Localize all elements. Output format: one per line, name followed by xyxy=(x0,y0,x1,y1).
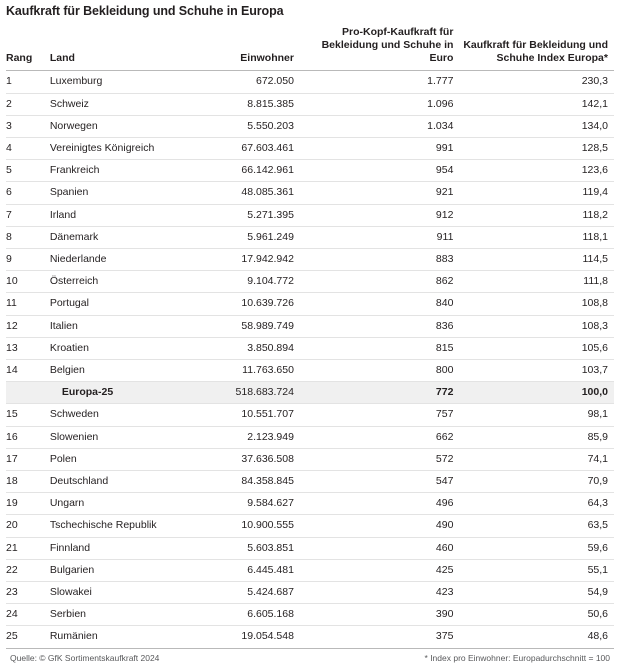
cell-country: Dänemark xyxy=(50,226,200,248)
column-header-index: Kaufkraft für Bekleidung und Schuhe Index Europa* xyxy=(459,26,614,71)
cell-rank: 5 xyxy=(6,160,50,182)
cell-index: 105,6 xyxy=(459,337,614,359)
cell-country: Portugal xyxy=(50,293,200,315)
cell-country: Ungarn xyxy=(50,493,200,515)
cell-population: 19.054.548 xyxy=(200,626,300,648)
table-row xyxy=(6,360,614,382)
cell-per-capita: 496 xyxy=(300,493,459,515)
table-row xyxy=(6,249,614,271)
cell-per-capita: 662 xyxy=(300,426,459,448)
cell-rank: 24 xyxy=(6,604,50,626)
cell-population: 10.900.555 xyxy=(200,515,300,537)
cell-index: 54,9 xyxy=(459,582,614,604)
cell-country: Spanien xyxy=(50,182,200,204)
cell-population: 5.271.395 xyxy=(200,204,300,226)
cell-country: Bulgarien xyxy=(50,559,200,581)
cell-rank: 18 xyxy=(6,471,50,493)
cell-rank: 2 xyxy=(6,93,50,115)
cell-per-capita: 772 xyxy=(300,382,459,404)
cell-population: 9.104.772 xyxy=(200,271,300,293)
table-row xyxy=(6,559,614,581)
header-row xyxy=(6,26,614,71)
cell-population: 11.763.650 xyxy=(200,360,300,382)
cell-rank: 19 xyxy=(6,493,50,515)
cell-country: Österreich xyxy=(50,271,200,293)
cell-index: 134,0 xyxy=(459,115,614,137)
table-row xyxy=(6,426,614,448)
cell-country: Frankreich xyxy=(50,160,200,182)
cell-per-capita: 911 xyxy=(300,226,459,248)
table-row xyxy=(6,448,614,470)
cell-per-capita: 912 xyxy=(300,204,459,226)
cell-country: Tschechische Republik xyxy=(50,515,200,537)
cell-index: 100,0 xyxy=(459,382,614,404)
cell-country: Luxemburg xyxy=(50,71,200,93)
table-row xyxy=(6,604,614,626)
cell-per-capita: 991 xyxy=(300,137,459,159)
cell-country: Italien xyxy=(50,315,200,337)
cell-per-capita: 883 xyxy=(300,249,459,271)
page-title: Kaufkraft für Bekleidung und Schuhe in Europa xyxy=(6,4,284,18)
cell-rank: 4 xyxy=(6,137,50,159)
table-row xyxy=(6,404,614,426)
cell-index: 98,1 xyxy=(459,404,614,426)
cell-rank: 10 xyxy=(6,271,50,293)
cell-index: 118,2 xyxy=(459,204,614,226)
cell-population: 10.551.707 xyxy=(200,404,300,426)
column-header-population: Einwohner xyxy=(200,26,300,71)
cell-per-capita: 547 xyxy=(300,471,459,493)
cell-rank: 13 xyxy=(6,337,50,359)
table-row xyxy=(6,204,614,226)
table-row xyxy=(6,626,614,648)
cell-index: 70,9 xyxy=(459,471,614,493)
cell-per-capita: 757 xyxy=(300,404,459,426)
cell-population: 9.584.627 xyxy=(200,493,300,515)
cell-rank: 20 xyxy=(6,515,50,537)
cell-country: Irland xyxy=(50,204,200,226)
cell-country: Norwegen xyxy=(50,115,200,137)
cell-rank: 17 xyxy=(6,448,50,470)
cell-index: 114,5 xyxy=(459,249,614,271)
cell-index: 50,6 xyxy=(459,604,614,626)
table-header xyxy=(6,26,614,71)
cell-country: Slowenien xyxy=(50,426,200,448)
cell-population: 8.815.385 xyxy=(200,93,300,115)
table-row xyxy=(6,71,614,93)
table-row xyxy=(6,160,614,182)
table-row xyxy=(6,226,614,248)
cell-population: 5.961.249 xyxy=(200,226,300,248)
table-row xyxy=(6,382,614,404)
table-row xyxy=(6,337,614,359)
cell-rank: 12 xyxy=(6,315,50,337)
cell-per-capita: 921 xyxy=(300,182,459,204)
table-row xyxy=(6,115,614,137)
cell-population: 2.123.949 xyxy=(200,426,300,448)
table-row xyxy=(6,493,614,515)
cell-population: 672.050 xyxy=(200,71,300,93)
table-row xyxy=(6,293,614,315)
table-row xyxy=(6,93,614,115)
cell-population: 5.424.687 xyxy=(200,582,300,604)
cell-rank: 7 xyxy=(6,204,50,226)
cell-population: 67.603.461 xyxy=(200,137,300,159)
cell-index: 118,1 xyxy=(459,226,614,248)
source-note: Quelle: © GfK Sortimentskaufkraft 2024 xyxy=(10,652,160,663)
cell-per-capita: 1.034 xyxy=(300,115,459,137)
cell-per-capita: 954 xyxy=(300,160,459,182)
cell-index: 48,6 xyxy=(459,626,614,648)
cell-rank: 8 xyxy=(6,226,50,248)
cell-per-capita: 1.777 xyxy=(300,71,459,93)
cell-population: 37.636.508 xyxy=(200,448,300,470)
cell-country: Rumänien xyxy=(50,626,200,648)
cell-rank: 15 xyxy=(6,404,50,426)
cell-index: 128,5 xyxy=(459,137,614,159)
cell-index: 59,6 xyxy=(459,537,614,559)
cell-population: 518.683.724 xyxy=(200,382,300,404)
table-row xyxy=(6,182,614,204)
cell-country: Niederlande xyxy=(50,249,200,271)
cell-per-capita: 862 xyxy=(300,271,459,293)
cell-population: 6.605.168 xyxy=(200,604,300,626)
cell-population: 17.942.942 xyxy=(200,249,300,271)
column-header-country: Land xyxy=(50,26,200,71)
cell-rank: 9 xyxy=(6,249,50,271)
cell-rank: 6 xyxy=(6,182,50,204)
purchasing-power-table xyxy=(6,26,614,649)
cell-per-capita: 815 xyxy=(300,337,459,359)
table-row xyxy=(6,515,614,537)
cell-country: Deutschland xyxy=(50,471,200,493)
cell-population: 5.550.203 xyxy=(200,115,300,137)
table-row xyxy=(6,271,614,293)
cell-country: Finnland xyxy=(50,537,200,559)
cell-per-capita: 390 xyxy=(300,604,459,626)
cell-country: Serbien xyxy=(50,604,200,626)
cell-population: 5.603.851 xyxy=(200,537,300,559)
cell-population: 3.850.894 xyxy=(200,337,300,359)
cell-index: 108,8 xyxy=(459,293,614,315)
cell-rank: 23 xyxy=(6,582,50,604)
cell-population: 84.358.845 xyxy=(200,471,300,493)
table-row xyxy=(6,137,614,159)
cell-country: Polen xyxy=(50,448,200,470)
cell-index: 119,4 xyxy=(459,182,614,204)
index-note: * Index pro Einwohner: Europadurchschnitt = 100 xyxy=(424,652,610,663)
cell-per-capita: 490 xyxy=(300,515,459,537)
cell-country: Belgien xyxy=(50,360,200,382)
cell-per-capita: 423 xyxy=(300,582,459,604)
cell-rank: 22 xyxy=(6,559,50,581)
cell-per-capita: 836 xyxy=(300,315,459,337)
cell-rank: 3 xyxy=(6,115,50,137)
cell-rank: 14 xyxy=(6,360,50,382)
cell-per-capita: 572 xyxy=(300,448,459,470)
cell-rank: 25 xyxy=(6,626,50,648)
cell-country: Slowakei xyxy=(50,582,200,604)
table-row xyxy=(6,471,614,493)
cell-index: 103,7 xyxy=(459,360,614,382)
table-row xyxy=(6,537,614,559)
cell-index: 64,3 xyxy=(459,493,614,515)
table-row xyxy=(6,315,614,337)
cell-population: 48.085.361 xyxy=(200,182,300,204)
cell-index: 123,6 xyxy=(459,160,614,182)
cell-per-capita: 460 xyxy=(300,537,459,559)
table-footer xyxy=(6,649,614,663)
cell-rank: 1 xyxy=(6,71,50,93)
cell-per-capita: 800 xyxy=(300,360,459,382)
cell-index: 85,9 xyxy=(459,426,614,448)
cell-rank: 11 xyxy=(6,293,50,315)
cell-rank: 21 xyxy=(6,537,50,559)
column-header-per-capita: Pro-Kopf-Kaufkraft für Bekleidung und Schuhe in Euro xyxy=(300,26,459,71)
cell-index: 55,1 xyxy=(459,559,614,581)
cell-index: 108,3 xyxy=(459,315,614,337)
cell-population: 58.989.749 xyxy=(200,315,300,337)
cell-index: 63,5 xyxy=(459,515,614,537)
cell-rank xyxy=(6,382,50,404)
cell-population: 10.639.726 xyxy=(200,293,300,315)
cell-country: Schweden xyxy=(50,404,200,426)
column-header-rank: Rang xyxy=(6,26,50,71)
cell-index: 230,3 xyxy=(459,71,614,93)
cell-country: Vereinigtes Königreich xyxy=(50,137,200,159)
cell-rank: 16 xyxy=(6,426,50,448)
cell-index: 111,8 xyxy=(459,271,614,293)
cell-index: 74,1 xyxy=(459,448,614,470)
table-body xyxy=(6,71,614,648)
cell-per-capita: 1.096 xyxy=(300,93,459,115)
cell-index: 142,1 xyxy=(459,93,614,115)
cell-population: 6.445.481 xyxy=(200,559,300,581)
cell-country: Schweiz xyxy=(50,93,200,115)
cell-per-capita: 375 xyxy=(300,626,459,648)
cell-per-capita: 840 xyxy=(300,293,459,315)
cell-per-capita: 425 xyxy=(300,559,459,581)
cell-population: 66.142.961 xyxy=(200,160,300,182)
cell-country: Kroatien xyxy=(50,337,200,359)
cell-country: Europa-25 xyxy=(50,382,200,404)
